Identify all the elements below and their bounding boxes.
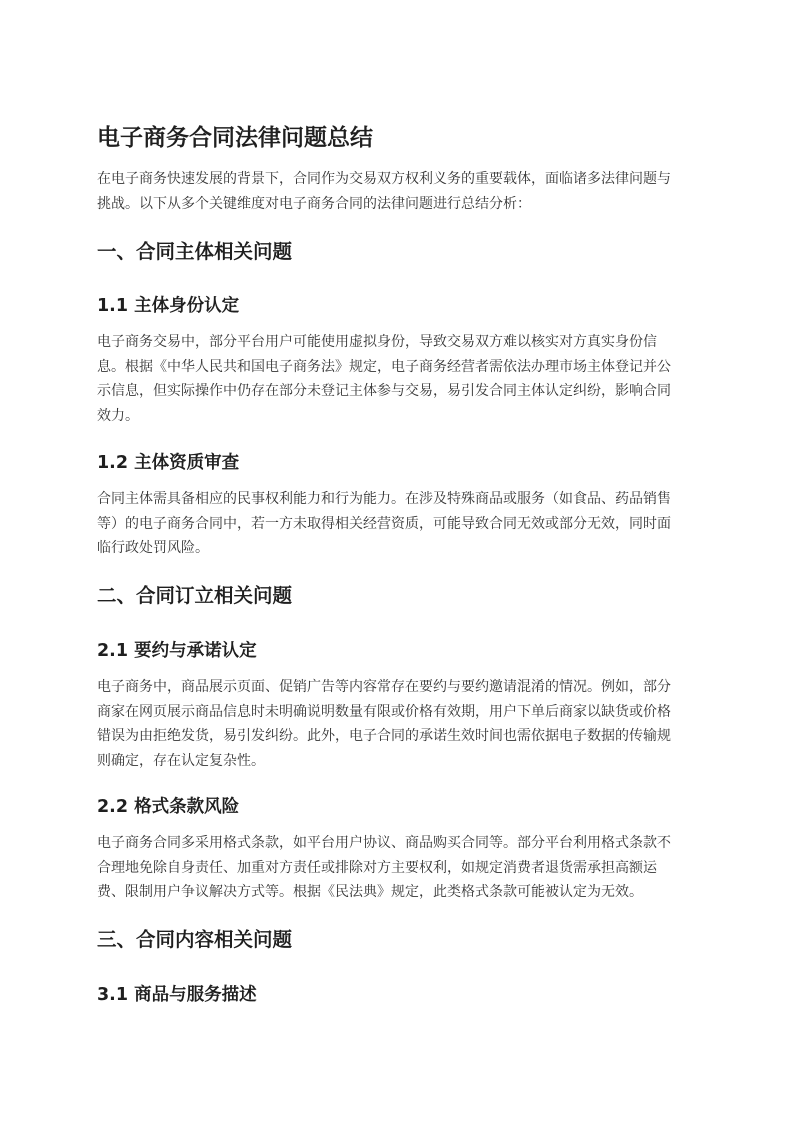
paragraph-line: 电子商务合同多采用格式条款，如平台用户协议、商品购买合同等。部分平台利用格式条款不 xyxy=(97,835,671,851)
paragraph-line: 错误为由拒绝发货，易引发纠纷。此外，电子合同的承诺生效时间也需依据电子数据的传输规 xyxy=(97,728,671,744)
paragraph-line: 等）的电子商务合同中，若一方未取得相关经营资质，可能导致合同无效或部分无效，同时面 xyxy=(97,515,671,532)
paragraph-line: 费、限制用户争议解决方式等。根据《民法典》规定，此类格式条款可能被认定为无效。 xyxy=(97,884,643,900)
subsection-heading-2-2: 2.2 格式条款风险 xyxy=(97,797,240,817)
section-heading-1: 一、合同主体相关问题 xyxy=(97,240,293,263)
subsection-paragraph-1-2 xyxy=(97,487,702,561)
paragraph-line: 合理地免除自身责任、加重对方责任或排除对方主要权利，如规定消费者退货需承担高额运 xyxy=(97,859,657,876)
paragraph-line: 则确定，存在认定复杂性。 xyxy=(97,752,265,769)
section-heading-2: 二、合同订立相关问题 xyxy=(97,584,293,607)
paragraph-line: 电子商务交易中，部分平台用户可能使用虚拟身份，导致交易双方难以核实对方真实身份信 xyxy=(97,334,657,350)
paragraph-line: 电子商务中，商品展示页面、促销广告等内容常存在要约与要约邀请混淆的情况。例如，部分 xyxy=(97,679,671,695)
intro-paragraph xyxy=(97,167,702,216)
subsection-heading-1-2: 1.2 主体资质审查 xyxy=(97,453,240,473)
subsection-heading-1-1: 1.1 主体身份认定 xyxy=(97,296,240,316)
paragraph-line: 息。根据《中华人民共和国电子商务法》规定，电子商务经营者需依法办理市场主体登记并公 xyxy=(97,358,671,375)
paragraph-line: 临行政处罚风险。 xyxy=(97,540,209,556)
subsection-paragraph-2-1 xyxy=(97,675,702,773)
paragraph-line: 示信息，但实际操作中仍存在部分未登记主体参与交易，易引发合同主体认定纠纷，影响合同 xyxy=(97,383,671,399)
subsection-paragraph-1-1 xyxy=(97,330,702,428)
subsection-heading-3-1: 3.1 商品与服务描述 xyxy=(97,985,257,1005)
paragraph-line: 效力。 xyxy=(97,407,139,424)
intro-line: 挑战。以下从多个关键维度对电子商务合同的法律问题进行总结分析： xyxy=(97,195,531,212)
section-heading-3: 三、合同内容相关问题 xyxy=(97,928,293,951)
paragraph-line: 合同主体需具备相应的民事权利能力和行为能力。在涉及特殊商品或服务（如食品、药品销售 xyxy=(97,491,671,507)
subsection-heading-2-1: 2.1 要约与承诺认定 xyxy=(97,641,257,661)
paragraph-line: 商家在网页展示商品信息时未明确说明数量有限或价格有效期，用户下单后商家以缺货或价格 xyxy=(97,703,671,720)
subsection-paragraph-2-2 xyxy=(97,831,702,905)
document-title: 电子商务合同法律问题总结 xyxy=(97,125,373,151)
intro-line: 在电子商务快速发展的背景下，合同作为交易双方权利义务的重要载体，面临诸多法律问题与 xyxy=(97,171,671,187)
